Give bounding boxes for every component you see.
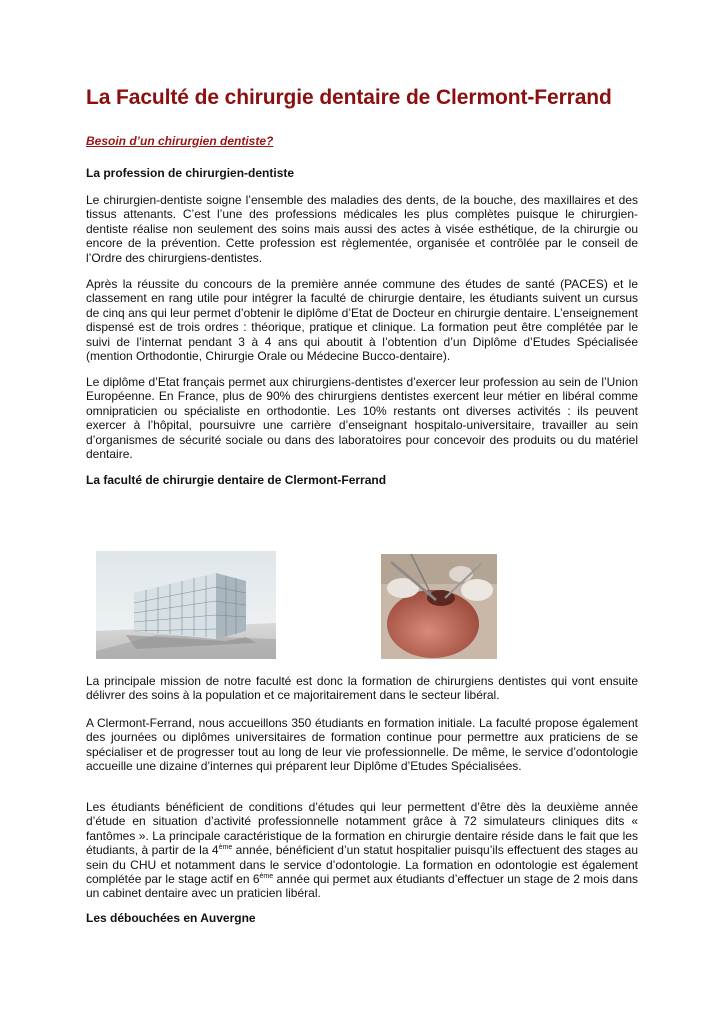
- section-heading-profession: La profession de chirurgien-dentiste: [86, 166, 295, 180]
- subtitle-link: Besoin d’un chirurgien dentiste?: [86, 134, 274, 148]
- paragraph-diploma: Le diplôme d’Etat français permet aux chirurgiens-dentistes d’exercer leur profession au sein de l’Union Européenne. En France, plus de 90% des chirurgiens dentistes exercent leur métier en libéral comme omnipraticien ou spécialiste en orthodontie. Les 10% restants ont diverses activités : ils peuvent exercer à l’hôpital, poursuivre une carrière d’enseignant hospitalo-universitaire, travailler au sein d’organismes de sécurité sociale ou dans des laboratoires pour concevoir des produits ou du matériel dentaire.: [86, 375, 638, 462]
- paragraph-conditions-part2: année, bénéficient d’un statut hospitalier puisqu’ils effectuent des stages au sein du CHU et notamment dans le service d’odontologie. La formation en odontologie est également complétée par le stage actif en 6: [86, 843, 638, 887]
- faculty-building-image: [96, 551, 276, 659]
- page-title: La Faculté de chirurgie dentaire de Clermont-Ferrand: [86, 86, 612, 109]
- section-heading-faculty: La faculté de chirurgie dentaire de Clermont-Ferrand: [86, 473, 387, 487]
- paragraph-studies: Après la réussite du concours de la première année commune des études de santé (PACES) et le classement en rang utile pour intégrer la faculté de chirurgie dentaire, les étudiants suivent un cursus de cinq ans qui leur permet d’obtenir le diplôme d’Etat de Docteur en chirurgie dentaire. L’enseignement dispensé est de trois ordres : théorique, pratique et clinique. La formation peut être complétée par le suivi de l’internat pendant 3 à 4 ans qui aboutit à l’obtention d’un Diplôme d’Etudes Spécialisée (mention Orthodontie, Chirurgie Orale ou Médecine Bucco-dentaire).: [86, 277, 638, 364]
- paragraph-conditions-part3: année qui permet aux étudiants d’effectuer un stage de 2 mois dans un cabinet dentaire avec un praticien libéral.: [86, 872, 639, 901]
- superscript-6th: ème: [259, 873, 274, 881]
- paragraph-conditions-part1: Les étudiants bénéficient de conditions d’études qui leur permettent d’être dès la deuxième année d’étude en situation d’activité professionnelle notamment grâce à 72 simulateurs cliniques dits « fantômes ». La principale caractéristique de la formation en chirurgie dentaire réside dans le fait que les étudiants, à partir de la 4: [86, 800, 638, 858]
- superscript-4th: ème: [218, 844, 233, 852]
- paragraph-students: A Clermont-Ferrand, nous accueillons 350 étudiants en formation initiale. La faculté propose également des journées ou diplômes universitaires de formation continue pour permettre aux praticiens de se spécialiser et de progresser tout au long de leur vie professionnelle. De même, le service d’odontologie accueille une dizaine d’internes qui préparent leur Diplôme d’Etudes Spécialisées.: [86, 716, 638, 774]
- section-heading-auvergne: Les débouchées en Auvergne: [86, 911, 256, 925]
- paragraph-conditions: [86, 800, 638, 901]
- paragraph-profession: Le chirurgien-dentiste soigne l’ensemble des maladies des dents, de la bouche, des maxillaires et des tissus attenants. C’est l’une des professions médicales les plus complètes puisque le chirurgien-dentiste réalise non seulement des soins mais aussi des actes à visée esthétique, de la chirurgie ou encore de la prévention. Cette profession est règlementée, organisée et contrôlée par le conseil de l’Ordre des chirurgiens-dentistes.: [86, 193, 638, 265]
- paragraph-mission: La principale mission de notre faculté est donc la formation de chirurgiens dentistes qui vont ensuite délivrer des soins à la population et ce majoritairement dans le secteur libéral.: [86, 674, 638, 703]
- dental-practice-image: [381, 554, 497, 659]
